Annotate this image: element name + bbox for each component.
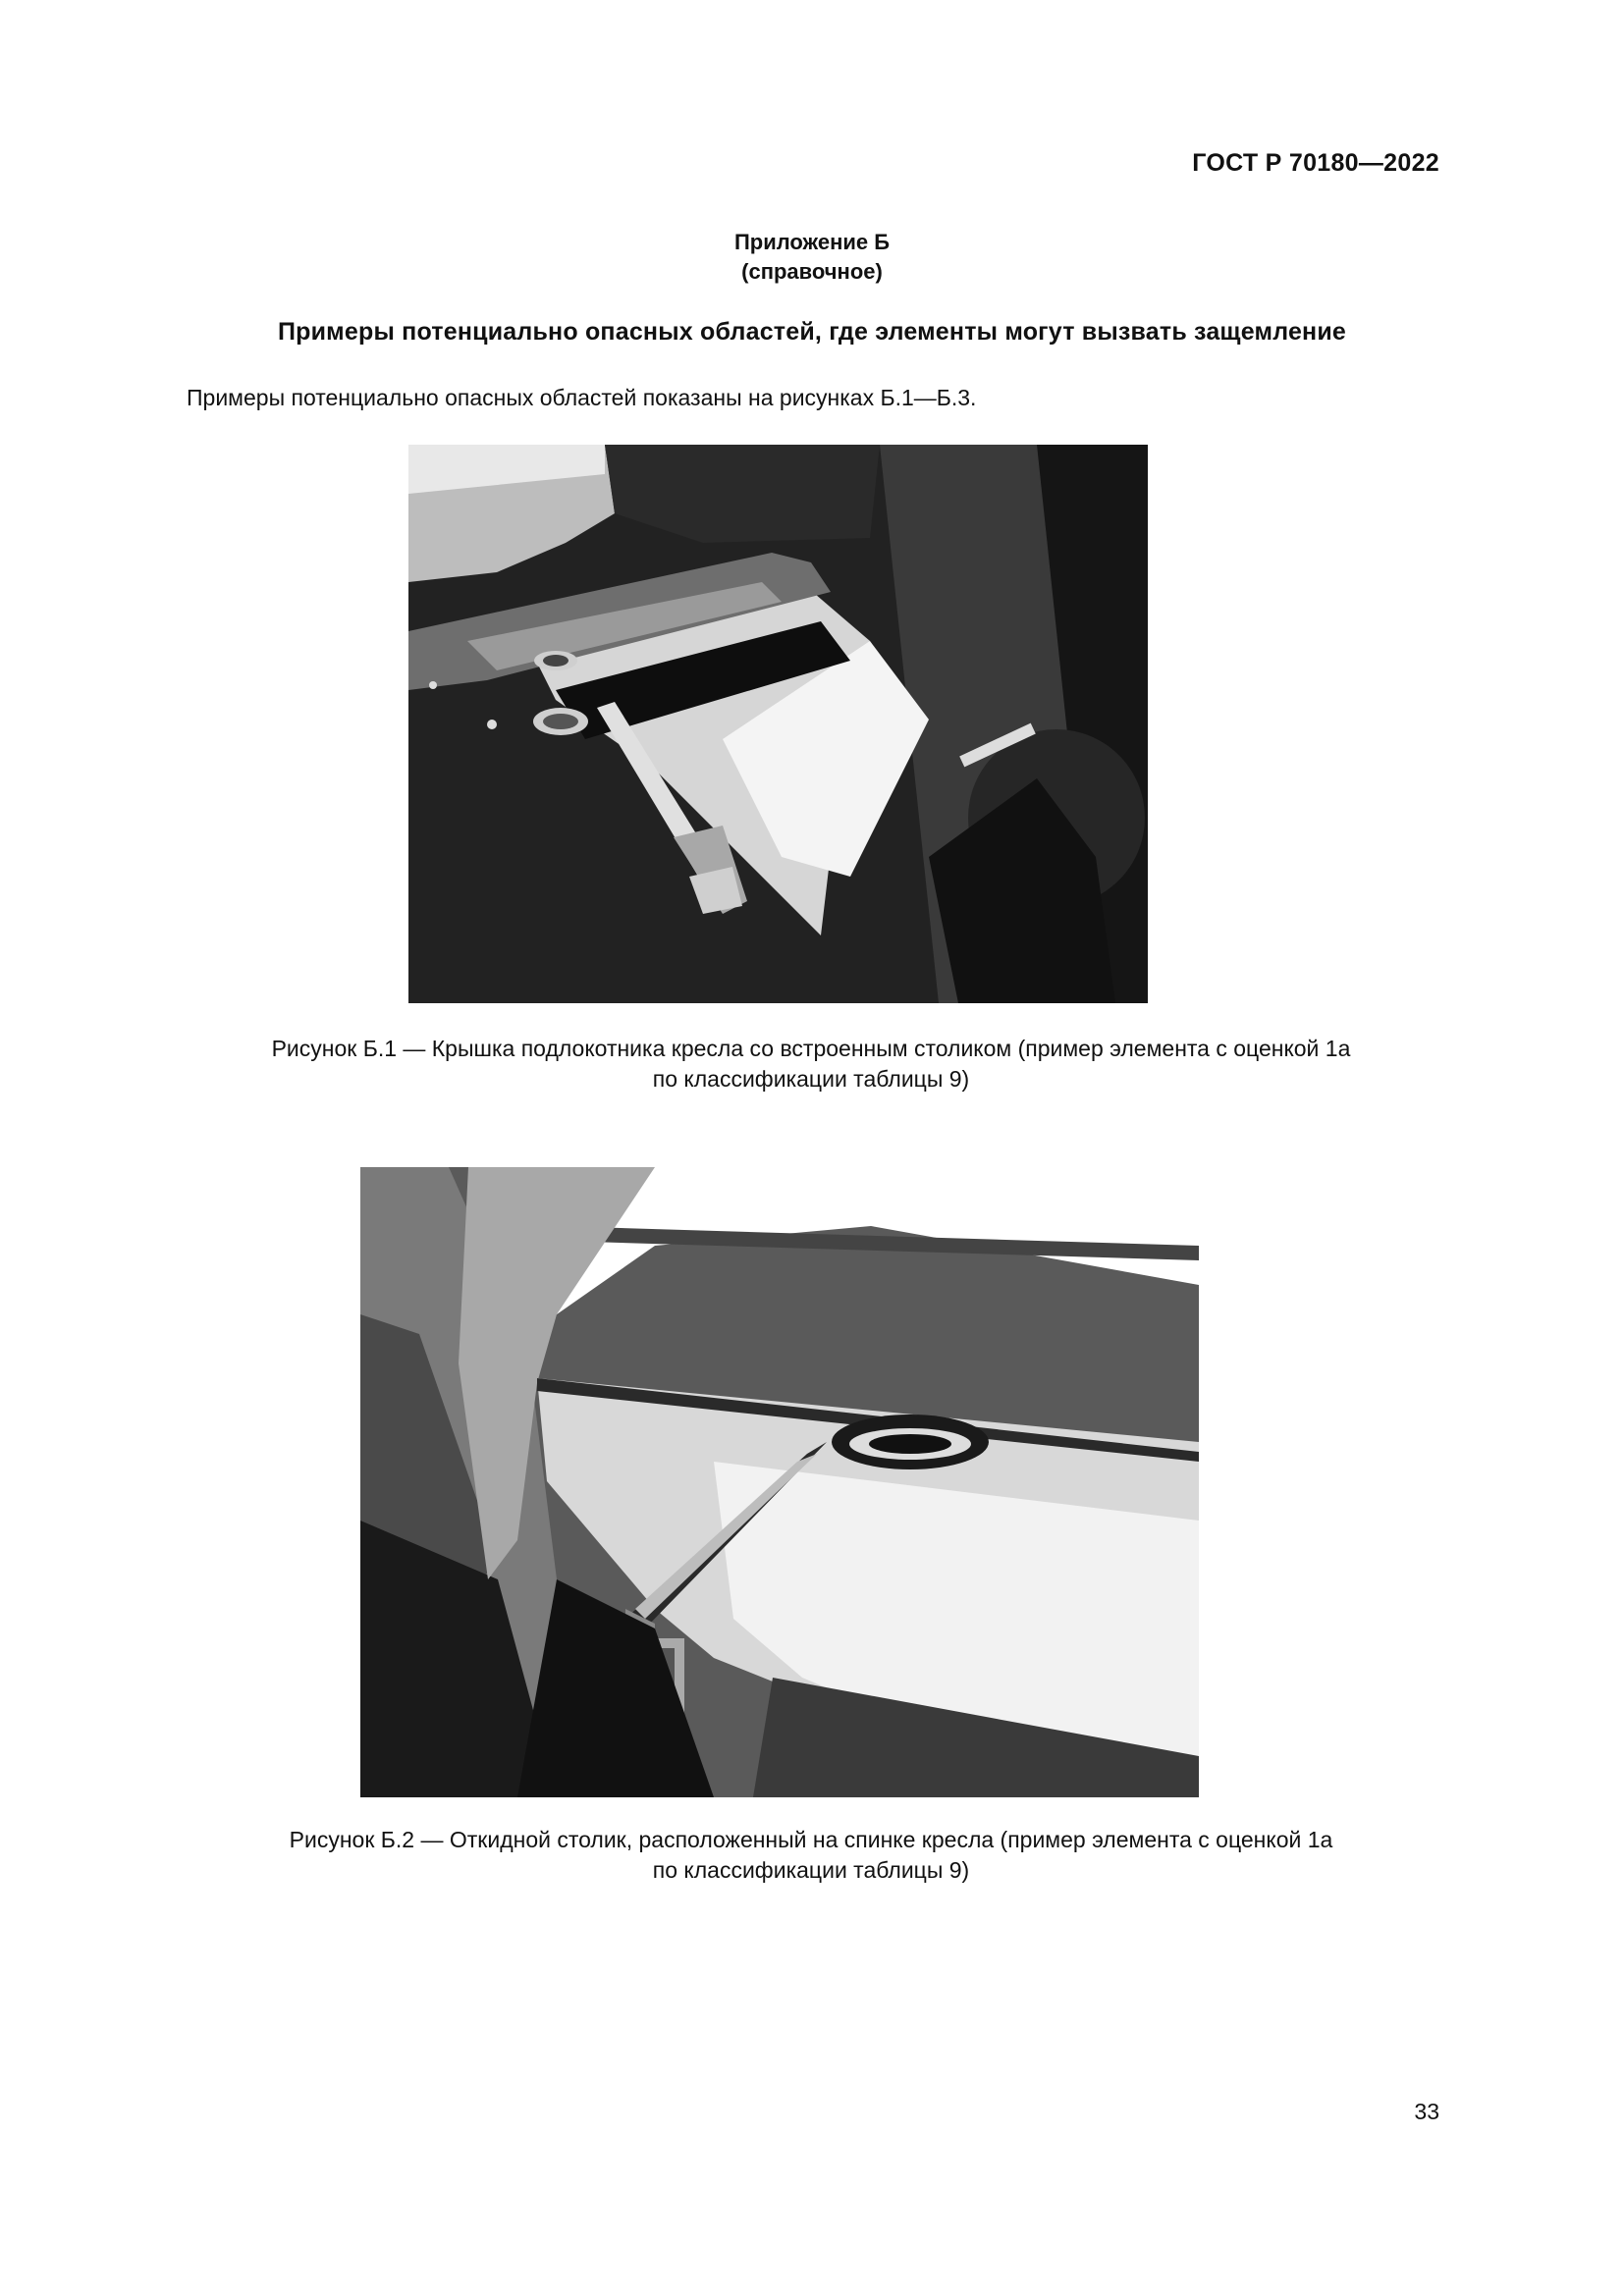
intro-paragraph: Примеры потенциально опасных областей показаны на рисунках Б.1—Б.3. [187, 385, 977, 410]
appendix-title: Приложение Б [733, 230, 891, 254]
figure-b1-caption-line1: Рисунок Б.1 — Крышка подлокотника кресла со встроенным столиком (пример элемента с оценкой 1а [271, 1036, 1351, 1061]
figure-b1-photo [408, 445, 1148, 1003]
figure-b1-caption-line2: по классификации таблицы 9) [652, 1066, 970, 1092]
appendix-status: (справочное) [741, 259, 883, 284]
figure-b2-photo [360, 1167, 1199, 1797]
standard-code: ГОСТ Р 70180—2022 [1192, 149, 1439, 177]
figure-b2-caption-line1: Рисунок Б.2 — Откидной столик, расположенный на спинке кресла (пример элемента с оценкой 1а [289, 1827, 1333, 1852]
page-number: 33 [1414, 2099, 1439, 2124]
section-title: Примеры потенциально опасных областей, где элементы могут вызвать защемление [277, 318, 1347, 346]
figure-b2-caption-line2: по классификации таблицы 9) [652, 1857, 970, 1883]
